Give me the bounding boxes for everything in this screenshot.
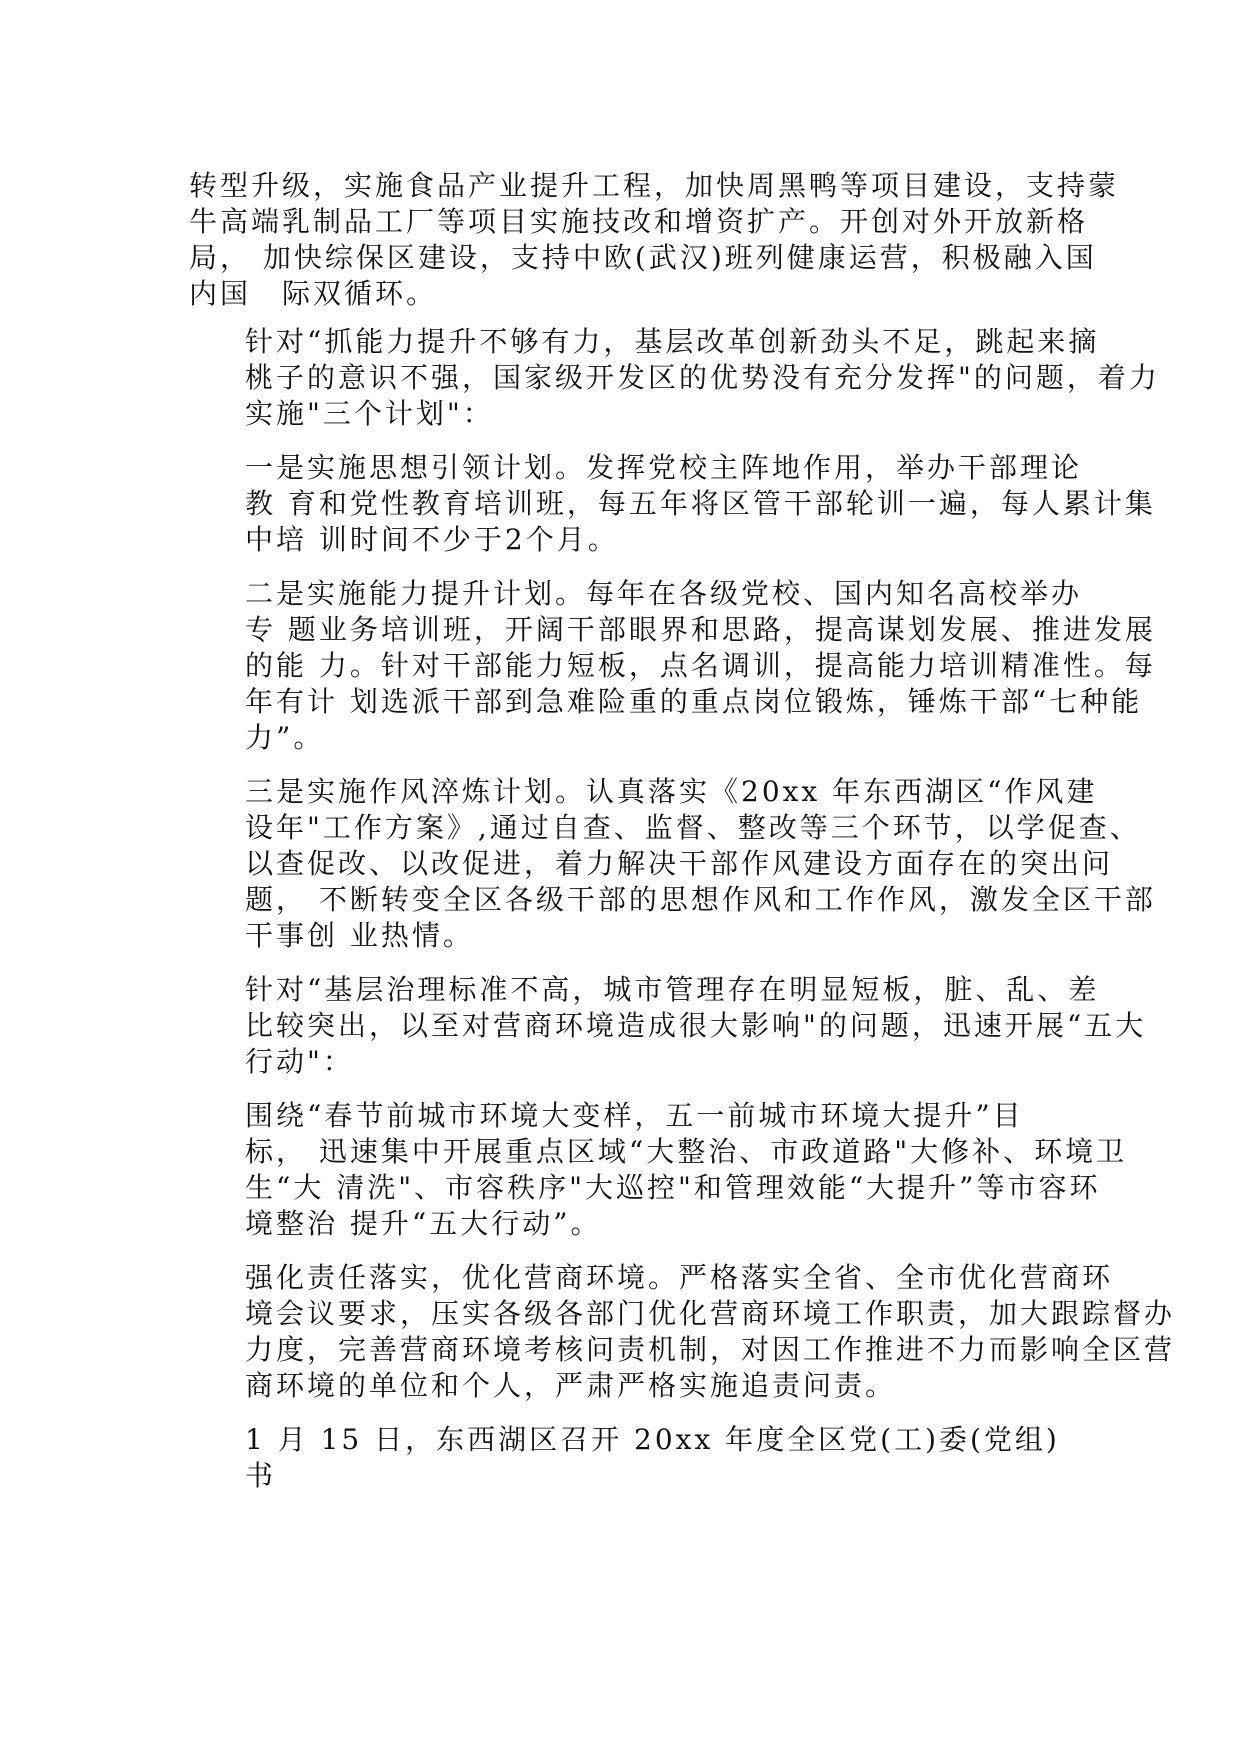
text-line: 专 题业务培训班，开阔干部眼界和思路，提高谋划发展、推进发展 (245, 613, 1156, 646)
paragraph-1 (189, 168, 1120, 312)
paragraph-4 (189, 576, 1156, 756)
text-line: 牛高端乳制品工厂等项目实施技改和增资扩产。开创对外开放新格 (189, 205, 1089, 238)
text-line: 题， 不断转变全区各级干部的思想作风和工作作风，激发全区干部 (245, 883, 1156, 916)
paragraph-2 (189, 324, 1160, 432)
text-line: 境整治 提升“五大行动”。 (245, 1207, 602, 1240)
text-line: 三是实施作风淬炼计划。认真落实《20xx 年东西湖区“作风建 (245, 775, 1098, 808)
paragraph-5 (189, 774, 1156, 954)
text-line: 强化责任落实，优化营商环境。严格落实全省、全市优化营商环 (245, 1261, 1114, 1294)
text-line: 中培 训时间不少于2个月。 (245, 523, 619, 556)
text-line: 转型升级，实施食品产业提升工程，加快周黑鸭等项目建设，支持蒙 (189, 169, 1120, 202)
text-line: 围绕“春节前城市环境大变样，五一前城市环境大提升”目 (245, 1099, 1024, 1132)
text-line: 桃子的意识不强，国家级开发区的优势没有充分发挥"的问题，着力 (245, 361, 1160, 394)
text-line: 针对“抓能力提升不够有力，基层改革创新劲头不足，跳起来摘 (245, 325, 1100, 358)
paragraph-3 (189, 450, 1156, 558)
text-line: 干事创 业热情。 (245, 919, 474, 952)
text-line: 教 育和党性教育培训班，每五年将区管干部轮训一遍，每人累计集 (245, 487, 1156, 520)
text-line: 生“大 清洗"、市容秩序"大巡控"和管理效能“大提升”等市容环 (245, 1171, 1101, 1204)
text-line: 局， 加快综保区建设，支持中欧(武汉)班列健康运营，积极融入国 (189, 241, 1097, 274)
text-line: 书 (245, 1459, 277, 1492)
text-line: 的能 力。针对干部能力短板，点名调训，提高能力培训精准性。每 (245, 649, 1156, 682)
text-line: 设年"工作方案》,通过自查、监督、整改等三个环节，以学促查、 (245, 811, 1141, 844)
text-line: 1 月 15 日，东西湖区召开 20xx 年度全区党(工)委(党组) (245, 1423, 1060, 1456)
text-line: 境会议要求，压实各级各部门优化营商环境工作职责，加大跟踪督办 (245, 1297, 1176, 1330)
text-line: 一是实施思想引领计划。发挥党校主阵地作用，举办干部理论 (245, 451, 1083, 484)
text-line: 年有计 划选派干部到急难险重的重点岗位锻炼，锤炼干部“七种能 (245, 685, 1143, 718)
text-line: 比较突出，以至对营商环境造成很大影响"的问题，迅速开展“五大 (245, 1009, 1147, 1042)
text-line: 以查促改、以改促进，着力解决干部作风建设方面存在的突出问 (245, 847, 1114, 880)
text-line: 内国 际双循环。 (189, 277, 438, 310)
document-body (189, 168, 1176, 1512)
paragraph-9 (189, 1422, 1059, 1494)
text-line: 行动"： (245, 1045, 354, 1078)
text-line: 标， 迅速集中开展重点区域“大整治、市政道路"大修补、环境卫 (245, 1135, 1128, 1168)
text-line: 针对“基层治理标准不高，城市管理存在明显短板，脏、乱、差 (245, 973, 1100, 1006)
text-line: 二是实施能力提升计划。每年在各级党校、国内知名高校举办 (245, 577, 1083, 610)
paragraph-7 (189, 1098, 1128, 1242)
text-line: 实施"三个计划"： (245, 397, 494, 430)
text-line: 力度，完善营商环境考核问责机制，对因工作推进不力而影响全区营 (245, 1333, 1176, 1366)
paragraph-8 (189, 1260, 1176, 1404)
text-line: 力”。 (245, 721, 325, 754)
text-line: 商环境的单位和个人，严肃严格实施追责问责。 (245, 1369, 897, 1402)
paragraph-6 (189, 972, 1147, 1080)
